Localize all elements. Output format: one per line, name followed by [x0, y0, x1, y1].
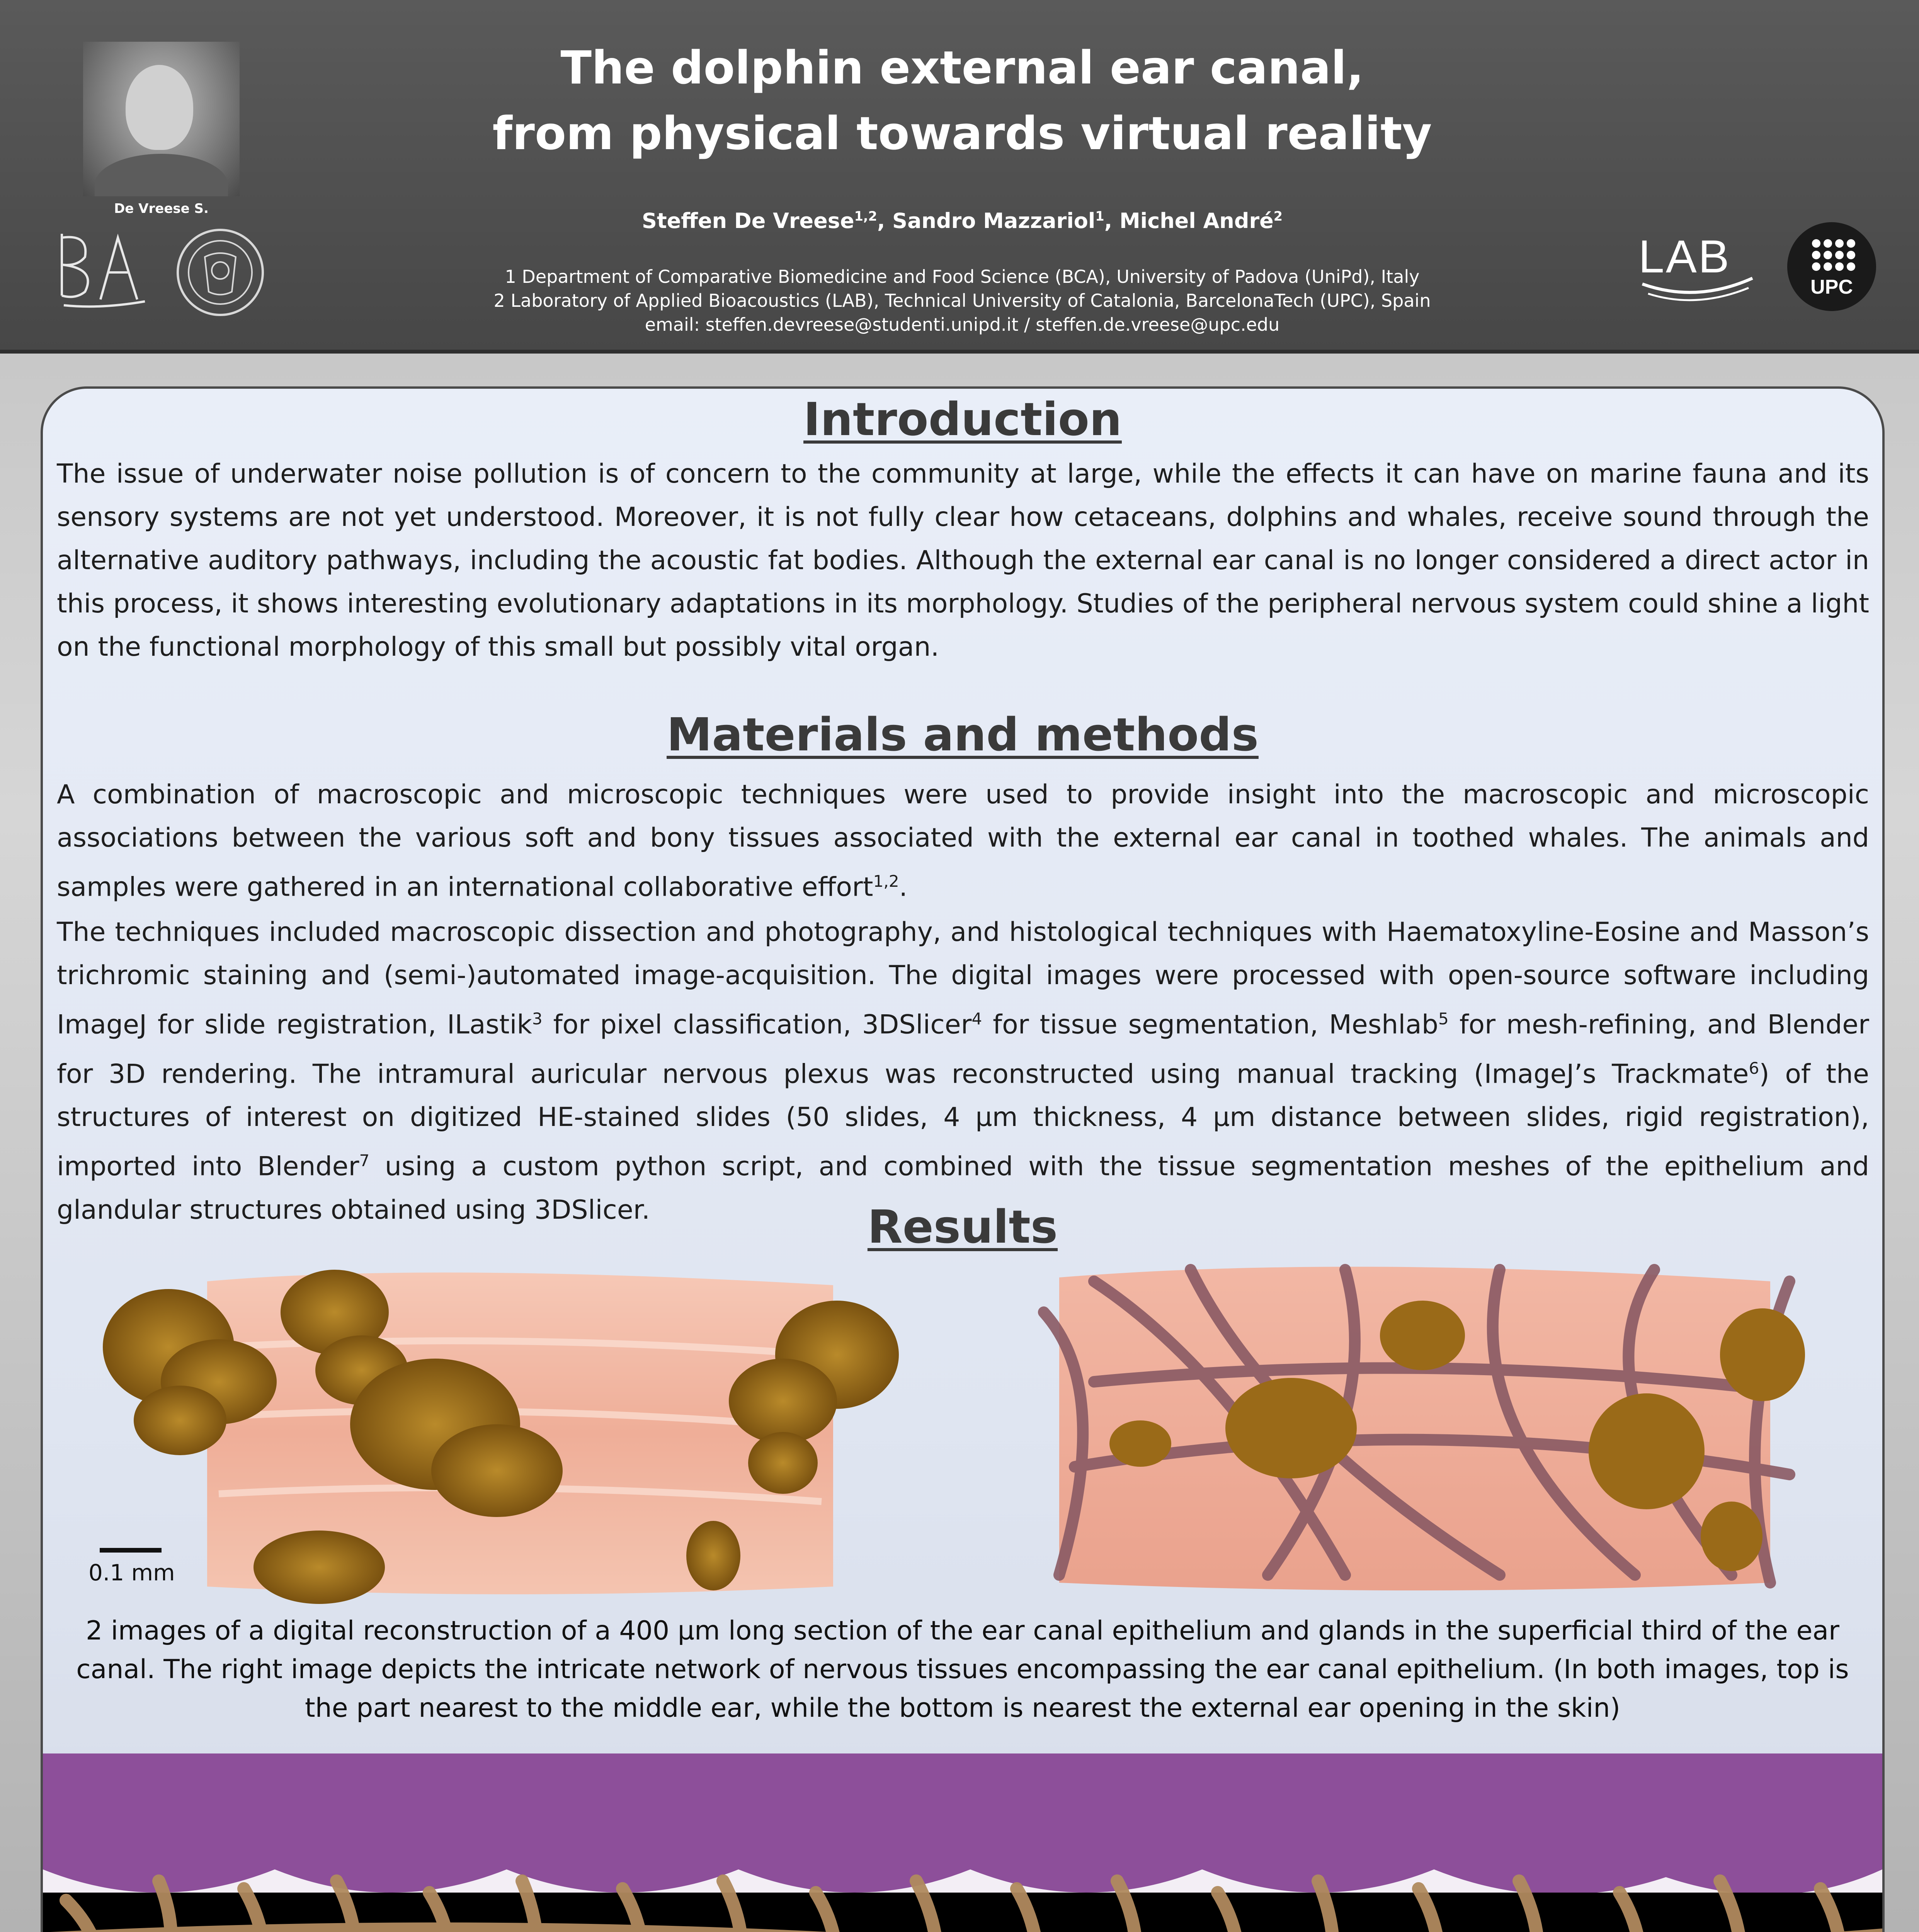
methods-text-1: A combination of macroscopic and microscopic techniques were used to provide insight into the macroscopic and microscopic associations between the various soft and bony tissues associated with the external ear canal in toothed whales. The animals and samples were gathered in an international collaborative effort$^{1,2}$. — [57, 779, 1869, 903]
email-line: email: steffen.devreese@studenti.unipd.it / steffen.de.vreese@upc.edu — [645, 314, 1280, 335]
affiliation-1: 1 Department of Comparative Biomedicine and Food Science (BCA), University of Padova (UniPd), Italy — [505, 266, 1420, 287]
lab-logo — [1635, 220, 1758, 313]
authors-line: Steffen De Vreese$^{1,2}$, Sandro Mazzariol$^1$, Michel André$^2$ — [641, 209, 1283, 233]
methods-text-2: The techniques included macroscopic dissection and photography, and histological techniques with Haematoxyline-Eosine and Masson’s trichromic staining and (semi-)automated image-acquisition. The digital images were processed with open-source software including ImageJ for slide registration, ILastik$^3$ for pixel classification, 3DSlicer$^4$ for tissue segmentation, Meshlab$^5$ for mesh-refining, and Blender for 3D rendering. The intramural auricular nervous plexus was reconstructed using manual tracking (ImageJ’s Trackmate$^6$) of the structures of interest on digitized HE-stained slides (50 slides, 4 µm thickness, 4 µm distance between slides, rigid registration), imported into Blender$^7$ using a custom python script, and combined with the tissue segmentation meshes of the epithelium and glandular structures obtained using 3DSlicer. — [57, 917, 1870, 1225]
stitched-panorama-image — [43, 1753, 1882, 1932]
poster-header — [0, 0, 1919, 354]
svg-text:UPC: UPC — [1810, 276, 1853, 298]
methods-heading: Materials and methods — [667, 708, 1259, 761]
results-caption-1: 2 images of a digital reconstruction of a 400 µm long section of the ear canal epithelium and glands in the superficial third of the ear canal. The right image depicts the intricate network of nervous tissues encompassing the ear canal epithelium. (In both images, top is the part nearest to the middle ear, while the bottom is nearest the external ear opening in the skin) — [76, 1616, 1849, 1723]
author-photo — [83, 42, 240, 196]
bca-logo — [54, 226, 151, 315]
unipd-seal-logo — [174, 226, 267, 319]
content-panel — [41, 386, 1885, 1932]
results-heading: Results — [867, 1200, 1058, 1253]
reconstruction-image-epithelium-glands — [80, 1254, 914, 1610]
introduction-text: The issue of underwater noise pollution is of concern to the community at large, while the effects it can have on marine fauna and its sensory systems are not yet understood. Moreover, it is not fully clear how cetaceans, dolphins and whales, receive sound through the alternative auditory pathways, including the acoustic fat bodies. Although the external ear canal is no longer considered a direct actor in this process, it shows interesting evolutionary adaptations in its morphology. Studies of the peripheral nervous system could shine a light on the functional morphology of this small but possibly vital organ. — [57, 459, 1869, 662]
affiliation-2: 2 Laboratory of Applied Bioacoustics (LAB), Technical University of Catalonia, BarcelonaTech (UPC), Spain — [493, 290, 1431, 311]
scale-bar — [100, 1548, 162, 1553]
introduction-heading: Introduction — [803, 393, 1122, 446]
poster-title: The dolphin external ear canal, from physical towards virtual reality — [492, 41, 1432, 160]
upc-logo — [1785, 220, 1878, 313]
affiliations — [386, 265, 1538, 337]
photo-caption: De Vreese S. — [114, 201, 209, 216]
scale-bar-label: 0.1 mm — [88, 1560, 175, 1586]
reconstruction-image-nervous-network — [997, 1235, 1848, 1606]
svg-text:LAB: LAB — [1638, 231, 1731, 282]
